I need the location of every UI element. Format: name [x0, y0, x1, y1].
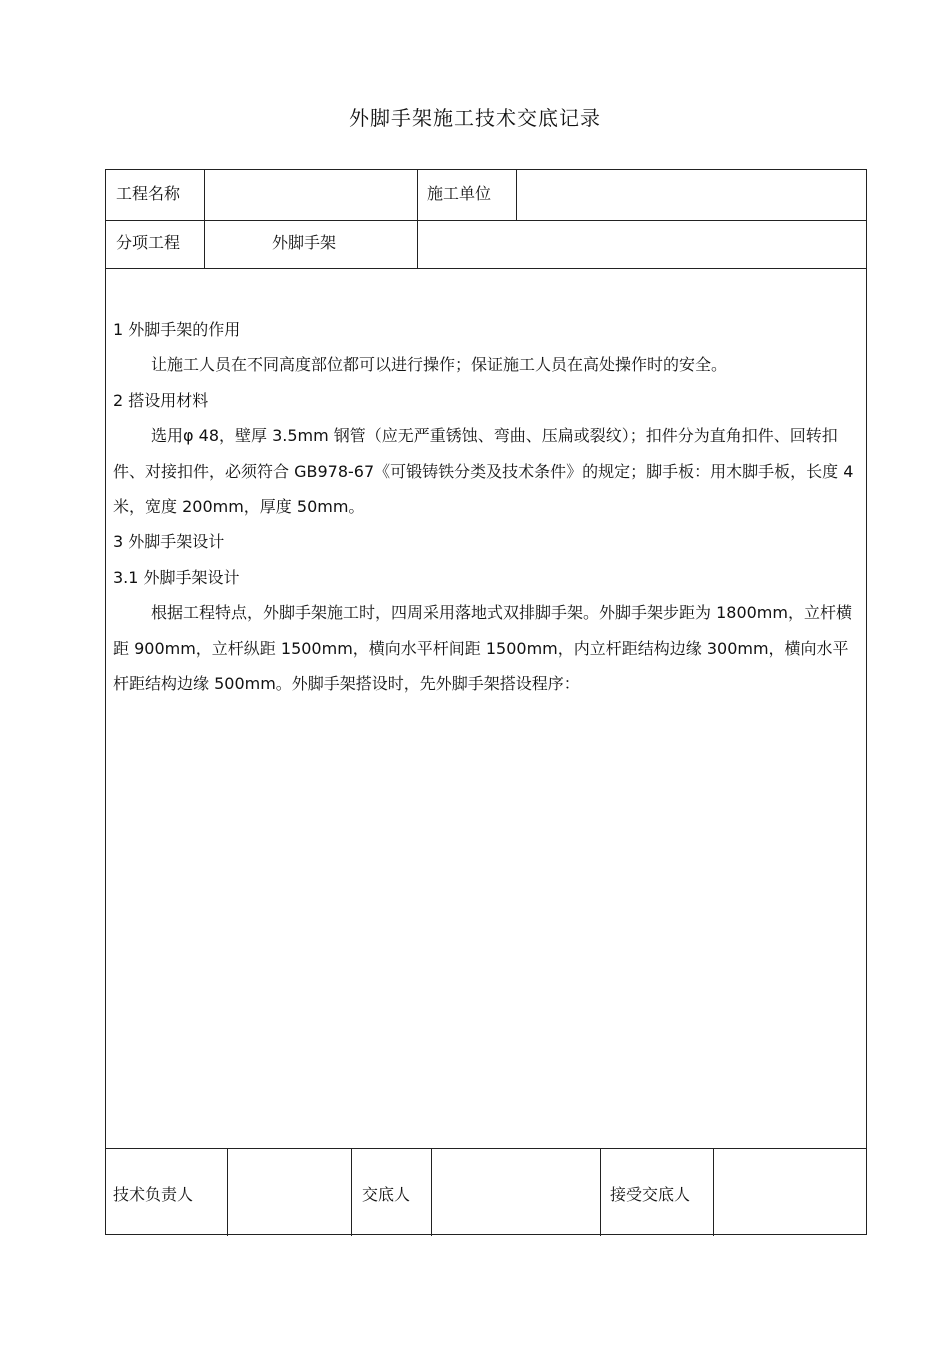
section-3-heading: 3 外脚手架设计 [113, 532, 225, 552]
section-1-heading: 1 外脚手架的作用 [113, 320, 241, 339]
column-divider [431, 1148, 432, 1236]
section-2-text: 选用φ 48，壁厚 3.5mm 钢管（应无严重锈蚀、弯曲、压扁或裂纹）；扣件分为直角扣件、回转扣件、对接扣件，必须符合 GB978-67《可锻铸铁分类及技术条件》的规定；脚手板：用木脚手板，长度 4 米，宽度 200mm，厚度 50mm。 [113, 426, 854, 517]
briefer-label: 交底人 [362, 1185, 411, 1204]
document-title: 外脚手架施工技术交底记录 [349, 106, 601, 130]
column-divider [227, 1148, 228, 1236]
sub-project-label: 分项工程 [116, 233, 181, 252]
sub-project-value: 外脚手架 [272, 233, 337, 252]
section-2-heading: 2 搭设用材料 [113, 390, 209, 410]
row-divider [106, 268, 866, 269]
column-divider [713, 1148, 714, 1236]
column-divider [204, 170, 205, 268]
row-divider [106, 1148, 866, 1149]
briefing-content [113, 312, 859, 701]
column-divider [417, 170, 418, 268]
column-divider [516, 170, 517, 220]
tech-lead-label: 技术负责人 [113, 1185, 194, 1204]
construction-unit-label: 施工单位 [427, 184, 492, 203]
record-table [105, 169, 867, 1235]
column-divider [600, 1148, 601, 1236]
row-divider [106, 220, 866, 221]
project-name-label: 工程名称 [116, 184, 181, 203]
receiver-label: 接受交底人 [610, 1185, 691, 1204]
column-divider [351, 1148, 352, 1236]
section-3-1-heading: 3.1 外脚手架设计 [113, 567, 240, 587]
section-3-1-text: 根据工程特点，外脚手架施工时，四周采用落地式双排脚手架。外脚手架步距为 1800mm，立杆横距 900mm，立杆纵距 1500mm，横向水平杆间距 1500mm，内立杆距结构边缘 300mm，横向水平杆距结构边缘 500mm。外脚手架搭设时，先外脚手架搭设程序： [113, 603, 852, 694]
section-1-text: 让施工人员在不同高度部位都可以进行操作；保证施工人员在高处操作时的安全。 [151, 355, 728, 375]
